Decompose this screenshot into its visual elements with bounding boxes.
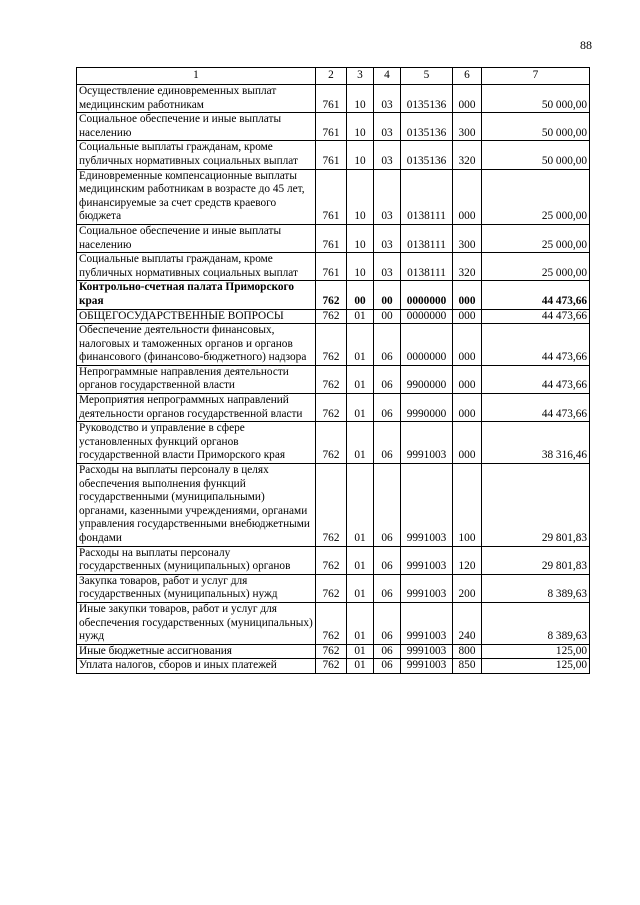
row-target-cell: 9991003 bbox=[401, 464, 453, 547]
row-amount-cell: 38 316,46 bbox=[482, 422, 590, 464]
table-row bbox=[77, 309, 590, 324]
table-row bbox=[77, 394, 590, 422]
row-target-cell: 0000000 bbox=[401, 309, 453, 324]
row-type-cell: 000 bbox=[453, 309, 482, 324]
row-target-cell: 0000000 bbox=[401, 281, 453, 309]
row-subsection-cell: 03 bbox=[374, 85, 401, 113]
row-name-cell: Социальные выплаты гражданам, кроме публичных нормативных социальных выплат bbox=[77, 141, 316, 169]
row-target-cell: 0135136 bbox=[401, 85, 453, 113]
row-amount-cell: 50 000,00 bbox=[482, 141, 590, 169]
row-name-cell: Иные закупки товаров, работ и услуг для обеспечения государственных (муниципальных) нужд bbox=[77, 602, 316, 644]
row-name-cell: Обеспечение деятельности финансовых, налоговых и таможенных органов и органов финансового (финансово-бюджетного) надзора bbox=[77, 324, 316, 366]
row-name-cell: Контрольно-счетная палата Приморского края bbox=[77, 281, 316, 309]
row-subsection-cell: 00 bbox=[374, 309, 401, 324]
row-amount-cell: 29 801,83 bbox=[482, 546, 590, 574]
row-section-cell: 01 bbox=[347, 602, 374, 644]
row-code-cell: 762 bbox=[316, 546, 347, 574]
column-header: 1 bbox=[77, 68, 316, 85]
row-type-cell: 000 bbox=[453, 85, 482, 113]
row-code-cell: 762 bbox=[316, 422, 347, 464]
row-amount-cell: 44 473,66 bbox=[482, 365, 590, 393]
column-header: 5 bbox=[401, 68, 453, 85]
table-row bbox=[77, 602, 590, 644]
row-amount-cell: 44 473,66 bbox=[482, 324, 590, 366]
row-section-cell: 01 bbox=[347, 546, 374, 574]
row-section-cell: 01 bbox=[347, 394, 374, 422]
column-header: 6 bbox=[453, 68, 482, 85]
row-subsection-cell: 06 bbox=[374, 464, 401, 547]
table-row bbox=[77, 85, 590, 113]
row-subsection-cell: 00 bbox=[374, 281, 401, 309]
row-target-cell: 0138111 bbox=[401, 253, 453, 281]
row-type-cell: 000 bbox=[453, 422, 482, 464]
table-row bbox=[77, 253, 590, 281]
row-name-cell: Расходы на выплаты персоналу государственных (муниципальных) органов bbox=[77, 546, 316, 574]
table-row bbox=[77, 224, 590, 252]
row-amount-cell: 8 389,63 bbox=[482, 602, 590, 644]
row-section-cell: 10 bbox=[347, 224, 374, 252]
row-amount-cell: 44 473,66 bbox=[482, 281, 590, 309]
row-type-cell: 000 bbox=[453, 169, 482, 224]
row-type-cell: 100 bbox=[453, 464, 482, 547]
row-target-cell: 9991003 bbox=[401, 659, 453, 674]
row-section-cell: 01 bbox=[347, 464, 374, 547]
row-amount-cell: 29 801,83 bbox=[482, 464, 590, 547]
column-header: 3 bbox=[347, 68, 374, 85]
row-code-cell: 762 bbox=[316, 574, 347, 602]
row-subsection-cell: 06 bbox=[374, 422, 401, 464]
row-code-cell: 762 bbox=[316, 659, 347, 674]
row-type-cell: 000 bbox=[453, 365, 482, 393]
row-name-cell: Уплата налогов, сборов и иных платежей bbox=[77, 659, 316, 674]
row-code-cell: 762 bbox=[316, 324, 347, 366]
row-code-cell: 761 bbox=[316, 113, 347, 141]
row-section-cell: 01 bbox=[347, 574, 374, 602]
row-subsection-cell: 03 bbox=[374, 113, 401, 141]
table-row bbox=[77, 141, 590, 169]
row-section-cell: 10 bbox=[347, 113, 374, 141]
row-target-cell: 0135136 bbox=[401, 113, 453, 141]
row-code-cell: 762 bbox=[316, 281, 347, 309]
row-type-cell: 200 bbox=[453, 574, 482, 602]
row-name-cell: Руководство и управление в сфере установленных функций органов государственной власти Приморского края bbox=[77, 422, 316, 464]
row-section-cell: 01 bbox=[347, 644, 374, 659]
row-code-cell: 762 bbox=[316, 464, 347, 547]
table-row bbox=[77, 546, 590, 574]
table-row bbox=[77, 169, 590, 224]
row-amount-cell: 8 389,63 bbox=[482, 574, 590, 602]
row-type-cell: 300 bbox=[453, 224, 482, 252]
row-subsection-cell: 06 bbox=[374, 574, 401, 602]
row-amount-cell: 125,00 bbox=[482, 659, 590, 674]
row-type-cell: 000 bbox=[453, 324, 482, 366]
row-name-cell: Расходы на выплаты персоналу в целях обеспечения выполнения функций государственными (муниципальными) органами, казенными учреждениями, органами управления государственными внебюджетными фондами bbox=[77, 464, 316, 547]
budget-table bbox=[76, 67, 590, 674]
row-code-cell: 761 bbox=[316, 141, 347, 169]
table-row bbox=[77, 365, 590, 393]
row-subsection-cell: 03 bbox=[374, 253, 401, 281]
row-type-cell: 320 bbox=[453, 253, 482, 281]
row-subsection-cell: 03 bbox=[374, 224, 401, 252]
row-section-cell: 10 bbox=[347, 85, 374, 113]
column-header: 2 bbox=[316, 68, 347, 85]
row-code-cell: 762 bbox=[316, 365, 347, 393]
table-row bbox=[77, 644, 590, 659]
row-subsection-cell: 06 bbox=[374, 546, 401, 574]
row-code-cell: 762 bbox=[316, 602, 347, 644]
row-subsection-cell: 06 bbox=[374, 394, 401, 422]
row-section-cell: 10 bbox=[347, 253, 374, 281]
row-code-cell: 761 bbox=[316, 169, 347, 224]
row-code-cell: 761 bbox=[316, 85, 347, 113]
row-target-cell: 0000000 bbox=[401, 324, 453, 366]
row-amount-cell: 25 000,00 bbox=[482, 253, 590, 281]
row-amount-cell: 25 000,00 bbox=[482, 169, 590, 224]
row-subsection-cell: 06 bbox=[374, 659, 401, 674]
row-type-cell: 000 bbox=[453, 394, 482, 422]
row-amount-cell: 50 000,00 bbox=[482, 113, 590, 141]
row-section-cell: 10 bbox=[347, 169, 374, 224]
row-amount-cell: 125,00 bbox=[482, 644, 590, 659]
row-name-cell: Осуществление единовременных выплат медицинским работникам bbox=[77, 85, 316, 113]
row-amount-cell: 25 000,00 bbox=[482, 224, 590, 252]
table-row bbox=[77, 422, 590, 464]
page-number: 88 bbox=[580, 38, 592, 52]
table-row bbox=[77, 113, 590, 141]
row-name-cell: Закупка товаров, работ и услуг для государственных (муниципальных) нужд bbox=[77, 574, 316, 602]
row-type-cell: 240 bbox=[453, 602, 482, 644]
row-name-cell: Единовременные компенсационные выплаты медицинским работникам в возрасте до 45 лет, финансируемые за счет средств краевого бюджета bbox=[77, 169, 316, 224]
column-header: 7 bbox=[482, 68, 590, 85]
row-amount-cell: 44 473,66 bbox=[482, 309, 590, 324]
row-name-cell: Иные бюджетные ассигнования bbox=[77, 644, 316, 659]
row-type-cell: 850 bbox=[453, 659, 482, 674]
row-type-cell: 320 bbox=[453, 141, 482, 169]
table-row bbox=[77, 464, 590, 547]
row-type-cell: 300 bbox=[453, 113, 482, 141]
row-target-cell: 9991003 bbox=[401, 422, 453, 464]
row-name-cell: Социальные выплаты гражданам, кроме публичных нормативных социальных выплат bbox=[77, 253, 316, 281]
row-section-cell: 01 bbox=[347, 659, 374, 674]
row-target-cell: 0135136 bbox=[401, 141, 453, 169]
row-target-cell: 9991003 bbox=[401, 644, 453, 659]
row-code-cell: 761 bbox=[316, 253, 347, 281]
row-subsection-cell: 06 bbox=[374, 644, 401, 659]
row-type-cell: 000 bbox=[453, 281, 482, 309]
row-subsection-cell: 03 bbox=[374, 169, 401, 224]
table-row bbox=[77, 574, 590, 602]
table-header-row bbox=[77, 68, 590, 85]
table-row bbox=[77, 281, 590, 309]
row-name-cell: Непрограммные направления деятельности органов государственной власти bbox=[77, 365, 316, 393]
row-section-cell: 01 bbox=[347, 324, 374, 366]
row-section-cell: 10 bbox=[347, 141, 374, 169]
row-subsection-cell: 06 bbox=[374, 324, 401, 366]
table-row bbox=[77, 659, 590, 674]
row-section-cell: 01 bbox=[347, 365, 374, 393]
row-section-cell: 01 bbox=[347, 422, 374, 464]
row-target-cell: 0138111 bbox=[401, 224, 453, 252]
row-name-cell: Социальное обеспечение и иные выплаты населению bbox=[77, 113, 316, 141]
row-amount-cell: 50 000,00 bbox=[482, 85, 590, 113]
row-target-cell: 9900000 bbox=[401, 365, 453, 393]
row-name-cell: ОБЩЕГОСУДАРСТВЕННЫЕ ВОПРОСЫ bbox=[77, 309, 316, 324]
row-code-cell: 762 bbox=[316, 644, 347, 659]
row-target-cell: 9991003 bbox=[401, 602, 453, 644]
row-code-cell: 762 bbox=[316, 394, 347, 422]
row-name-cell: Социальное обеспечение и иные выплаты населению bbox=[77, 224, 316, 252]
row-subsection-cell: 06 bbox=[374, 602, 401, 644]
row-section-cell: 01 bbox=[347, 309, 374, 324]
row-target-cell: 0138111 bbox=[401, 169, 453, 224]
table-row bbox=[77, 324, 590, 366]
column-header: 4 bbox=[374, 68, 401, 85]
row-name-cell: Мероприятия непрограммных направлений деятельности органов государственной власти bbox=[77, 394, 316, 422]
row-type-cell: 800 bbox=[453, 644, 482, 659]
row-type-cell: 120 bbox=[453, 546, 482, 574]
row-code-cell: 761 bbox=[316, 224, 347, 252]
row-code-cell: 762 bbox=[316, 309, 347, 324]
table-body bbox=[77, 85, 590, 674]
row-amount-cell: 44 473,66 bbox=[482, 394, 590, 422]
row-subsection-cell: 03 bbox=[374, 141, 401, 169]
row-subsection-cell: 06 bbox=[374, 365, 401, 393]
row-target-cell: 9990000 bbox=[401, 394, 453, 422]
row-target-cell: 9991003 bbox=[401, 574, 453, 602]
row-section-cell: 00 bbox=[347, 281, 374, 309]
row-target-cell: 9991003 bbox=[401, 546, 453, 574]
